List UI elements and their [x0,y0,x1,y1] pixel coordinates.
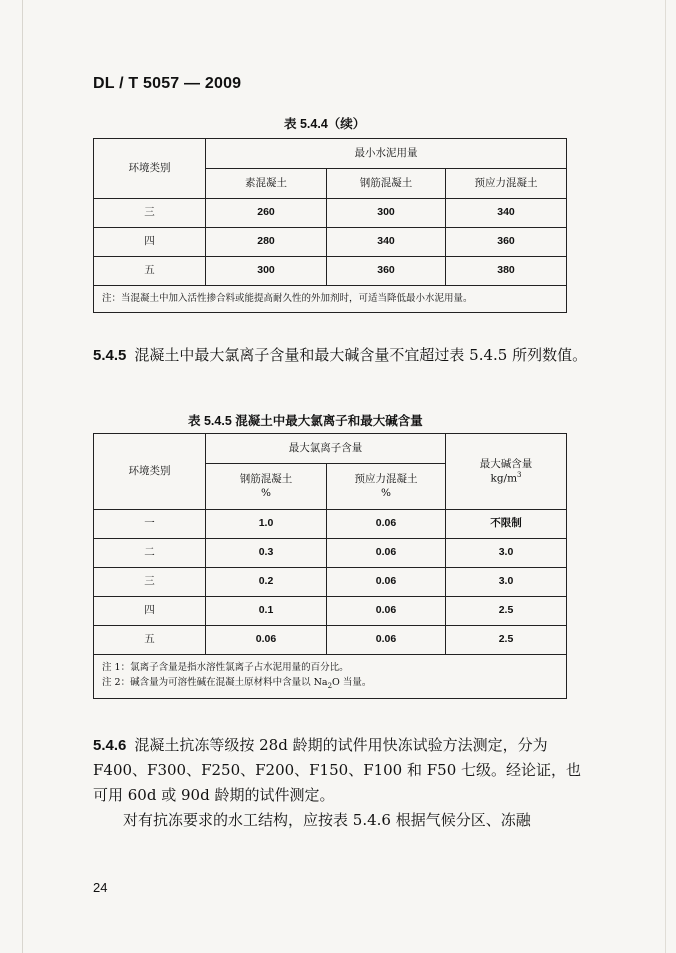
table-544-subheader: 钢筋混凝土 [327,169,446,199]
table-cell: 300 [206,257,327,286]
table-cell: 360 [446,228,567,257]
table-544 [93,138,567,313]
table-cell-env: 五 [94,626,206,655]
table-cell: 2.5 [446,597,567,626]
table-cell: 0.06 [327,510,446,539]
section-545 [93,343,593,368]
table-cell-env: 五 [94,257,206,286]
table-545-header-alkali [446,434,567,510]
table-cell-env: 四 [94,228,206,257]
section-546 [93,733,593,833]
table-cell: 260 [206,199,327,228]
table-row [94,568,567,597]
table-cell: 0.2 [206,568,327,597]
table-545-subheader: 预应力混凝土 % [327,464,446,510]
table-row [94,626,567,655]
table-cell: 300 [327,199,446,228]
table-cell-env: 一 [94,510,206,539]
table-cell: 340 [327,228,446,257]
section-546-text: 混凝土抗冻等级按 28d 龄期的试件用快冻试验方法测定，分为 F400、F300、F250、F200、F150、F100 和 F50 七级。经论证，也可用 60d 或 90d 龄期的试件测定。 [93,736,582,804]
table-544-header-env: 环境类别 [94,139,206,199]
table-545-subheader: 钢筋混凝土 % [206,464,327,510]
scan-edge-right [665,0,666,953]
table-cell: 280 [206,228,327,257]
table-545-title: 表 5.4.5 混凝土中最大氯离子和最大碱含量 [188,414,423,428]
table-544-title: 表 5.4.4（续） [284,117,366,131]
table-545-notes [94,655,567,699]
table-cell: 不限制 [446,510,567,539]
document-code: DL / T 5057 — 2009 [93,75,242,92]
table-row [94,597,567,626]
table-cell: 0.06 [206,626,327,655]
table-cell: 0.06 [327,539,446,568]
table-545 [93,433,567,699]
table-cell: 380 [446,257,567,286]
table-cell: 0.06 [327,568,446,597]
table-cell-env: 二 [94,539,206,568]
table-545-header-group: 最大氯离子含量 [206,434,446,464]
table-row [94,199,567,228]
table-cell: 3.0 [446,539,567,568]
table-cell: 2.5 [446,626,567,655]
table-cell: 0.3 [206,539,327,568]
table-544-subheader: 预应力混凝土 [446,169,567,199]
table-cell: 0.1 [206,597,327,626]
table-545-note-1: 注 1：氯离子含量是指水溶性氯离子占水泥用量的百分比。 [102,662,349,674]
table-cell: 1.0 [206,510,327,539]
alkali-label: 最大碱含量 [479,457,533,470]
table-544-note: 注：当混凝土中加入活性掺合料或能提高耐久性的外加剂时，可适当降低最小水泥用量。 [94,286,567,313]
section-545-text: 混凝土中最大氯离子含量和最大碱含量不宜超过表 5.4.5 所列数值。 [134,346,588,364]
table-cell: 360 [327,257,446,286]
table-544-header-group: 最小水泥用量 [206,139,567,169]
table-cell: 340 [446,199,567,228]
section-546-paragraph-2: 对有抗冻要求的水工结构，应按表 5.4.6 根据气候分区、冻融 [123,811,531,829]
table-cell-env: 三 [94,568,206,597]
table-row [94,228,567,257]
table-545-header-env: 环境类别 [94,434,206,510]
table-row [94,539,567,568]
table-cell-env: 三 [94,199,206,228]
section-546-number: 5.4.6 [93,737,127,754]
table-cell-env: 四 [94,597,206,626]
table-cell: 0.06 [327,597,446,626]
scan-edge-left [22,0,23,953]
table-cell: 3.0 [446,568,567,597]
section-545-number: 5.4.5 [93,347,127,364]
page-number: 24 [93,880,108,895]
table-row [94,257,567,286]
table-cell: 0.06 [327,626,446,655]
table-row [94,510,567,539]
table-545-note-2: 注 2：碱含量为可溶性碱在混凝土原材料中含量以 $Na_2O$ 当量。 [102,676,372,690]
alkali-unit: $kg/m^3$ [490,470,522,485]
table-544-subheader: 素混凝土 [206,169,327,199]
